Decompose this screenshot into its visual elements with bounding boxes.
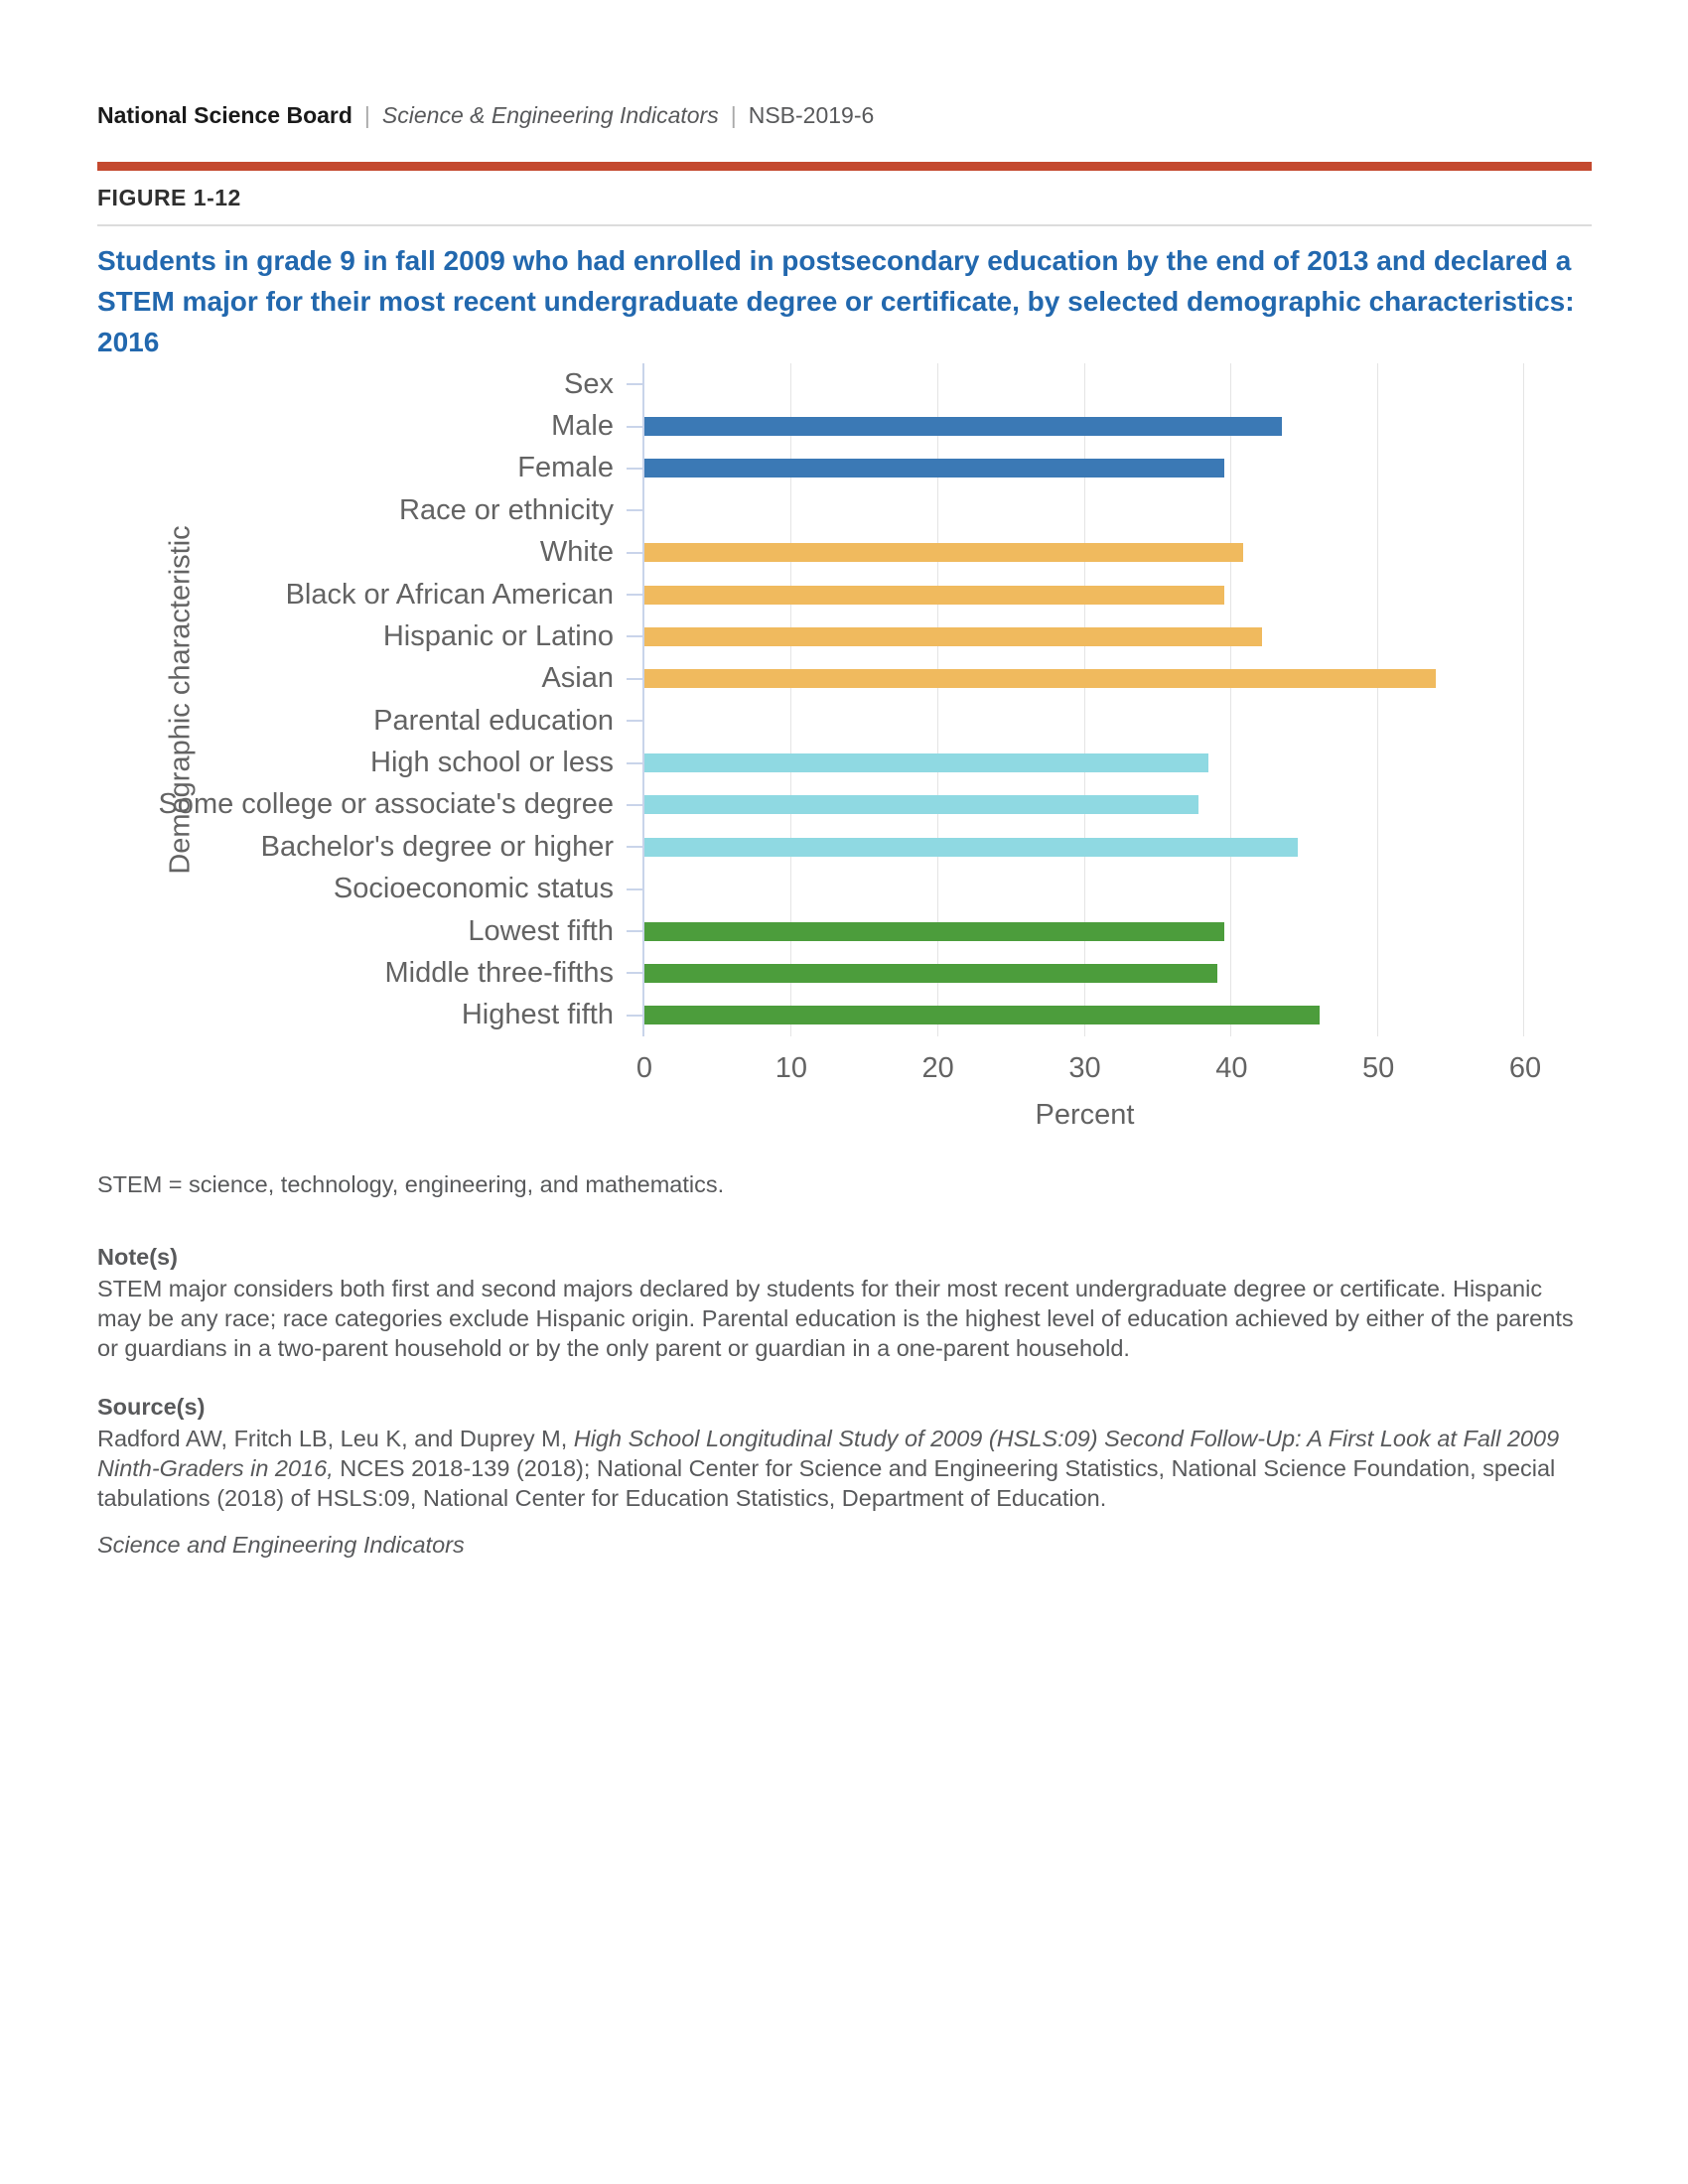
category-label: Bachelor's degree or higher	[260, 830, 614, 863]
category-label: Lowest fifth	[468, 914, 614, 947]
category-tick	[627, 678, 642, 680]
x-tick-label: 30	[1068, 1052, 1101, 1084]
category-tick	[627, 720, 642, 722]
abbreviation-note: STEM = science, technology, engineering, and mathematics.	[97, 1171, 725, 1197]
citation-title: High School Longitudinal Study of 2009 (HSLS:09) Second Follow-Up: A First Look at Fall 2009 Ninth-Graders in 2016,	[97, 1426, 1560, 1481]
accent-rule	[97, 162, 1592, 171]
category-tick	[627, 468, 642, 470]
chart-row	[644, 658, 1523, 700]
x-tick-label: 40	[1215, 1052, 1248, 1084]
chart-row	[644, 448, 1523, 489]
category-label: High school or less	[370, 747, 614, 779]
divider-rule	[97, 224, 1592, 226]
chart-row	[644, 489, 1523, 531]
bar-middle-three-fifths	[644, 964, 1217, 983]
gridline	[1523, 363, 1524, 1036]
category-label: Male	[551, 410, 614, 443]
category-group-label: Parental education	[373, 704, 614, 737]
figure-title: Students in grade 9 in fall 2009 who had enrolled in postsecondary education by the end of 2013 and declared a STEM major for their most recent undergraduate degree or certificate, by selected demographic characteristics: 2016	[97, 245, 1575, 357]
category-tick	[627, 930, 642, 932]
category-tick	[627, 635, 642, 637]
sources-body	[97, 1424, 1587, 1513]
y-axis-title: Demographic characteristic	[164, 525, 197, 875]
bar-bachelor-s-degree-or-higher	[644, 838, 1298, 857]
chart-row	[644, 826, 1523, 868]
chart-row	[644, 405, 1523, 447]
category-label: Hispanic or Latino	[382, 619, 614, 652]
category-tick	[627, 1015, 642, 1017]
brand-name: National Science Board	[97, 102, 352, 128]
bar-hispanic-or-latino	[644, 627, 1262, 646]
category-label: Female	[517, 452, 614, 484]
category-tick	[627, 972, 642, 974]
chart-row	[644, 995, 1523, 1036]
bar-asian	[644, 669, 1436, 688]
chart-row	[644, 784, 1523, 826]
category-tick	[627, 426, 642, 428]
x-tick-label: 50	[1362, 1052, 1395, 1084]
x-tick-label: 60	[1508, 1052, 1542, 1084]
category-tick	[627, 888, 642, 890]
chart-row	[644, 532, 1523, 574]
publication-name: Science & Engineering Indicators	[381, 102, 719, 128]
category-tick	[627, 552, 642, 554]
bar-lowest-fifth	[644, 922, 1224, 941]
category-tick	[627, 509, 642, 511]
publication-footer: Science and Engineering Indicators	[97, 1532, 465, 1558]
x-tick-label: 10	[774, 1052, 807, 1084]
x-tick-label: 0	[635, 1052, 653, 1084]
category-label: Some college or associate's degree	[158, 788, 614, 821]
chart-row	[644, 910, 1523, 952]
bar-some-college-or-associate-s-degree	[644, 795, 1198, 814]
category-group-label: Race or ethnicity	[399, 493, 614, 526]
notes-heading: Note(s)	[97, 1244, 178, 1270]
chart-row	[644, 742, 1523, 783]
category-group-label: Sex	[564, 367, 614, 400]
sources-heading: Source(s)	[97, 1394, 206, 1420]
category-label-column	[0, 363, 614, 1036]
category-tick	[627, 594, 642, 596]
category-label: Highest fifth	[461, 999, 614, 1031]
citation-text: NCES 2018-139 (2018); National Center for Science and Engineering Statistics, National Science Foundation, special tabulations (2018) of HSLS:09, National Center for Education Statistics, Department of Education.	[97, 1455, 1556, 1511]
category-group-label: Socioeconomic status	[333, 873, 614, 905]
category-tick	[627, 383, 642, 385]
bar-female	[644, 459, 1224, 478]
report-id: NSB-2019-6	[748, 102, 875, 128]
plot-area	[642, 363, 1523, 1036]
notes-body: STEM major considers both first and second majors declared by students for their most recent undergraduate degree or certificate. Hispanic may be any race; race categories exclude Hispanic origin. Parental education is the highest level of education achieved by either of the parents or guardians in a two-parent household or by the only parent or guardian in a one-parent household.	[97, 1276, 1574, 1361]
figure-number: FIGURE 1-12	[97, 185, 241, 210]
report-header	[97, 102, 1592, 129]
chart-row	[644, 952, 1523, 994]
category-label: Black or African American	[285, 578, 614, 611]
header-separator: |	[363, 102, 370, 128]
chart-row	[644, 574, 1523, 615]
chart-row	[644, 869, 1523, 910]
bar-black-or-african-american	[644, 586, 1224, 605]
category-label: Asian	[541, 662, 614, 695]
chart-row	[644, 615, 1523, 657]
category-label: White	[539, 536, 614, 569]
chart-row	[644, 363, 1523, 405]
x-axis-tick-labels	[635, 1052, 1542, 1086]
bar-highest-fifth	[644, 1006, 1320, 1024]
bar-high-school-or-less	[644, 753, 1208, 772]
x-tick-label: 20	[921, 1052, 954, 1084]
x-axis-title: Percent	[1035, 1099, 1135, 1131]
chart-row	[644, 700, 1523, 742]
category-tick	[627, 846, 642, 848]
category-label: Middle three-fifths	[384, 956, 614, 989]
bar-male	[644, 417, 1282, 436]
citation-text: Radford AW, Fritch LB, Leu K, and Duprey M,	[97, 1426, 574, 1451]
category-tick	[627, 762, 642, 764]
bar-white	[644, 543, 1243, 562]
category-tick	[627, 804, 642, 806]
header-separator: |	[730, 102, 737, 128]
